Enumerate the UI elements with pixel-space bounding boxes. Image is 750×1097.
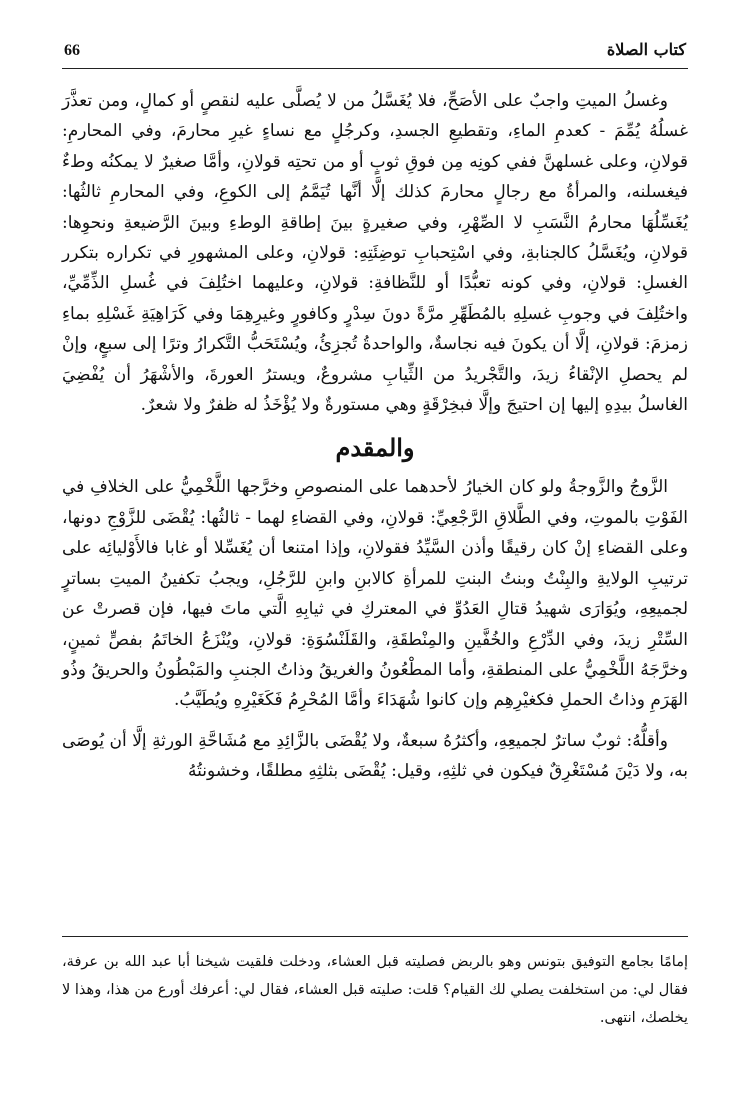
page-number: 66	[64, 42, 80, 59]
main-text	[62, 86, 688, 787]
footnote-divider	[62, 936, 688, 937]
book-page	[62, 36, 688, 1076]
paragraph-washing: وغسلُ الميتِ واجبٌ على الأصَحِّ، فلا يُغَسَّلُ من لا يُصلَّى عليه لنقصٍ أو كمالٍ، ومن تعذَّرَ غسلُهُ يُمِّمَ - كعدمِ الماءِ، وتقطيعِ الجسدِ، وكرجُلٍ مع نساءٍ غيرِ محارمَ، وفي المحارمِ: قولانِ، وعلى غسلهنَّ ففي كونِه مِن فوقِ ثوبٍ أو من تحتِه قولانِ، وأمَّا صغيرٌ لا يمكنُه وطءٌ فيغسلنه، والمرأةُ مع رجالٍ محارمَ كذلك إلَّا أنَّها تُيَمَّمُ إلى الكوعِ، وفي المحارمِ ثالثُها: يُغَسِّلُهَا محارمُ النَّسَبِ لا الصِّهْرِ، وفي صغيرةٍ بينَ إطاقةِ الوطءِ وبينَ الرَّضيعةِ ونحوِها: قولانِ، ويُغَسَّلُ كالجنابةِ، وفي اسْتِحبابِ توضِئَتِهِ: قولانِ، وعلى المشهورِ في تكراره بتكرر الغسلِ: قولانِ، وفي كونه تعبُّدًا أو للنَّظافةِ: قولانِ، وعليهما اختُلِفَ في غُسلِ الذِّمِّيِّ، واختُلِفَ في وجوبِ غسلِهِ بالمُطَهِّرِ مرَّةً دونَ سِدْرٍ وكافورٍ وغيرِهِمَا وفي كَرَاهِيَةِ غَسْلِهِ بماءِ زمزمَ: قولانِ، إلَّا أن يكونَ فيه نجاسةٌ، والواحدةُ تُجزِئُ، ويُسْتَحَبُّ التَّكرارُ وترًا إلى سبعٍ، وإنْ لم يحصلِ الإنْقاءُ زيدَ، والتَّجْريدُ من الثِّيابِ مشروعٌ، ويسترُ العورةَ، والأشْهَرُ أن يُفْضِيَ الغاسلُ بيدِهِ إليها إن احتيجَ وإلَّا فبخِرْقَةٍ وهي مستورةٌ ولا يُؤْخَذُ له ظفرٌ ولا شعرٌ.	[62, 91, 688, 416]
paragraph-precedence: الزَّوجُ والزَّوجةُ ولو كان الخيارُ لأحدهما على المنصوصِ وخرَّجها اللَّخْمِيُّ على الخلافِ في الفَوْتِ بالموتِ، وفي الطَّلاقِ الرَّجْعِيِّ: قولانِ، وفي القضاءِ لهما - ثالثُها: يُقْضَى للزَّوْجِ دونها، وعلى القضاءِ إنْ كان رقيقًا وأذن السَّيِّدُ فقولانِ، وإذا امتنعا أن يُغَسِّلا أو غابا فالأَوْليائِه على ترتيبِ الولايةِ والبِنْتُ وبنتُ البنتِ للمرأةِ كالابنِ وابنِ للرَّجُلِ، ويجبُ تكفينُ الميتِ بساترٍ لجميعِهِ، ويُوَارَى شهيدُ قتالِ العَدُوِّ في المعتركِ في ثيابِهِ الَّتي ماتَ فيها، فإن قصرتْ عن السِّتْرِ زيدَ، وفي الدِّرْعِ والخُفَّينِ والمِنْطقَةِ، والقَلَنْسُوَةِ: قولانِ، ويُنْزَعُ الخاتَمُ بفصٍّ ثمينٍ، وخرَّجَهُ اللَّخْمِيُّ على المنطقةِ، وأما المطْعُونُ والغريقُ وذاتُ الجنبِ والمَبْطُونُ والحريقُ وذُو الهَرَمِ وذاتُ الحملِ فكغيْرِهِم وإن كانوا شُهَدَاءَ وأمَّا المُحْرِمُ فَكَغَيْرِهِ ويُطَيَّبُ.	[62, 477, 688, 711]
header-divider	[62, 68, 688, 69]
footnote	[62, 948, 688, 1032]
page-header	[62, 36, 688, 66]
paragraph-shroud: وأقلُّهُ: ثوبٌ ساترٌ لجميعِهِ، وأكثرُهُ سبعةٌ، ولا يُقْضَى بالزَّائِدِ مع مُشَاحَّةِ الورثةِ إلَّا أن يُوصَى به، ولا دَيْنَ مُسْتَغْرِقٌ فيكون في ثلثِهِ، وقيل: يُقْضَى بثلثِهِ مطلقًا، وخشونتُهُ	[62, 730, 688, 782]
section-heading: والمقدم	[335, 433, 415, 463]
footnote-text: إمامًا بجامع التوفيق بتونس وهو بالربض فصليته قبل العشاء، ودخلت فلقيت شيخنا أبا عبد الله بن عرفة، فقال لي: من استخلفت يصلي لك القيام؟ قلت: صليته قبل العشاء، فقال لي: أعرفك أورع من هذا، وهذا لا يخلصك، انتهى.	[62, 954, 688, 1026]
running-title: كتاب الصلاة	[606, 40, 686, 59]
